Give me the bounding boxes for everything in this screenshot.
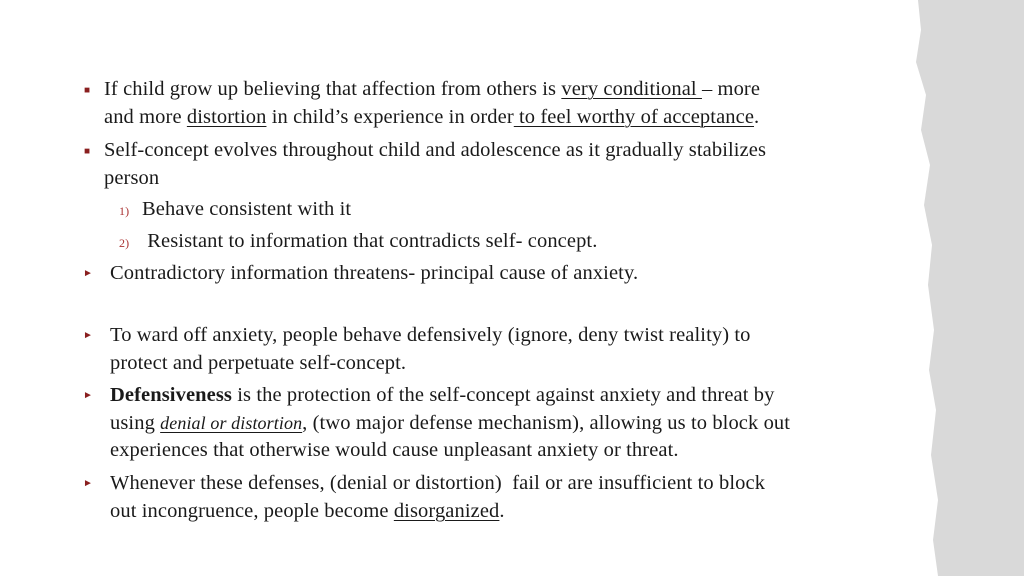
- bullet-line: out incongruence, people become disorganized.: [110, 499, 505, 522]
- item-number: 2): [119, 236, 130, 250]
- bullet-line: If child grow up believing that affection from others is very conditional – more: [104, 78, 761, 100]
- bullet-item: [84, 76, 761, 131]
- numbered-subitem: [119, 196, 352, 224]
- square-bullet-icon: ■: [84, 146, 91, 157]
- arrow-bullet-item: [83, 322, 751, 377]
- bullet-item: [84, 137, 767, 192]
- triangle-bullet-icon: ►: [83, 268, 93, 279]
- bullet-line: To ward off anxiety, people behave defensively (ignore, deny twist reality) to: [110, 324, 751, 346]
- bullet-line: Defensiveness is the protection of the self-concept against anxiety and threat by: [110, 384, 775, 406]
- triangle-bullet-icon: ►: [83, 478, 93, 489]
- numbered-subitem: [119, 228, 598, 256]
- bullet-line: using denial or distortion, (two major defense mechanism), allowing us to block out: [110, 411, 791, 434]
- bold-term: Defensiveness: [110, 384, 233, 406]
- subitem-text: Resistant to information that contradicts self- concept.: [142, 230, 598, 252]
- bullet-line: and more distortion in child’s experience in order to feel worthy of acceptance.: [104, 105, 760, 128]
- bullet-line: experiences that otherwise would cause unpleasant anxiety or threat.: [110, 439, 679, 461]
- arrow-bullet-item: [83, 382, 791, 465]
- bullet-line: protect and perpetuate self-concept.: [110, 351, 407, 374]
- triangle-bullet-icon: ►: [83, 390, 93, 401]
- triangle-bullet-icon: ►: [83, 330, 93, 341]
- square-bullet-icon: ■: [84, 85, 91, 96]
- subitem-text: Behave consistent with it: [142, 198, 352, 220]
- item-number: 1): [119, 204, 130, 218]
- arrow-bullet-item: [83, 260, 639, 288]
- arrow-bullet-item: [83, 470, 766, 525]
- bullet-line: Self-concept evolves throughout child and adolescence as it gradually stabilizes: [104, 139, 767, 161]
- bullet-line: Whenever these defenses, (denial or distortion) fail or are insufficient to block: [110, 472, 766, 494]
- bullet-line: person: [104, 166, 160, 189]
- bullet-line: Contradictory information threatens- principal cause of anxiety.: [110, 262, 639, 284]
